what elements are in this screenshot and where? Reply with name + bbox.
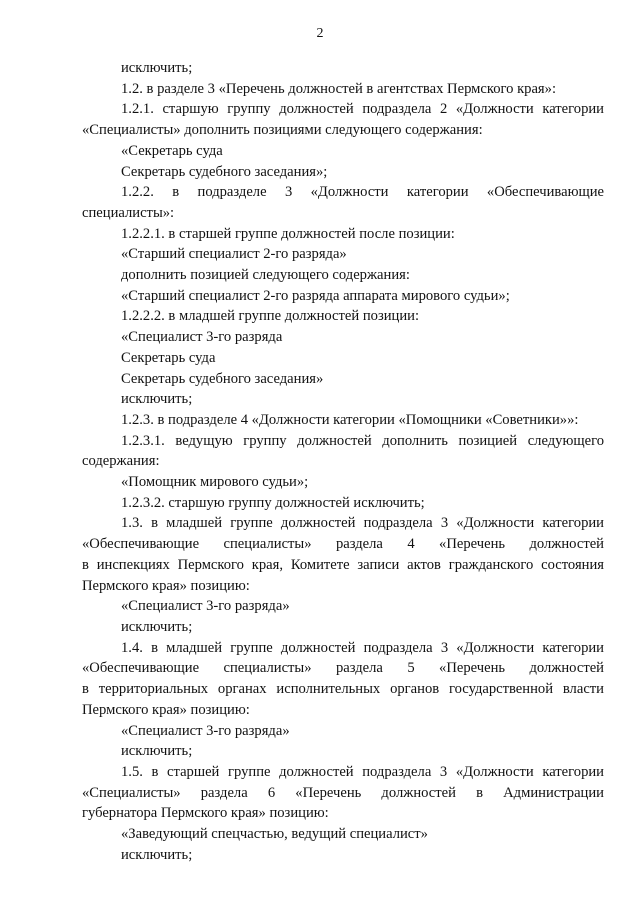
text-line: Пермского края» позицию: (82, 577, 250, 594)
text-line: «Специалисты» дополнить позициями следующего содержания: (82, 122, 483, 139)
text-line: 1.2.2.2. в младшей группе должностей позиции: (121, 308, 420, 325)
document-body (82, 58, 604, 865)
text-line: исключить; (121, 391, 193, 408)
text-line: 1.2.3.2. старшую группу должностей исключить; (121, 494, 425, 511)
text-line: «Помощник мирового судьи»; (121, 474, 309, 491)
text-line: «Заведующий спецчастью, ведущий специалист» (121, 826, 428, 843)
page-number: 2 (316, 26, 324, 41)
text-line: «Обеспечивающие специалисты» раздела 4 «Перечень должностей (82, 536, 604, 553)
text-line: «Специалист 3-го разряда» (121, 598, 290, 615)
text-line: «Секретарь суда (121, 142, 223, 159)
text-line: исключить; (121, 60, 193, 76)
text-line: Секретарь суда (121, 349, 216, 366)
text-line: в территориальных органах исполнительных органов государственной власти (82, 681, 604, 698)
text-line: «Специалисты» раздела 6 «Перечень должностей в Администрации (82, 784, 604, 801)
text-line: содержания: (82, 453, 160, 470)
text-line: «Специалист 3-го разряда» (121, 722, 290, 739)
text-line: Секретарь судебного заседания» (121, 370, 324, 387)
text-line: 1.2.1. старшую группу должностей подраздела 2 «Должности категории (121, 101, 604, 118)
text-line: «Старший специалист 2-го разряда аппарата мирового судьи»; (121, 287, 510, 304)
text-line: в инспекциях Пермского края, Комитете записи актов гражданского состояния (82, 556, 604, 573)
text-line: 1.2.2. в подразделе 3 «Должности категории «Обеспечивающие (121, 184, 604, 201)
text-line: 1.3. в младшей группе должностей подраздела 3 «Должности категории (121, 515, 604, 532)
text-line: Пермского края» позицию: (82, 701, 250, 718)
text-line: исключить; (121, 743, 193, 760)
text-line: 1.2.3. в подразделе 4 «Должности категории «Помощники «Советники»»: (121, 411, 579, 428)
text-line: 1.4. в младшей группе должностей подраздела 3 «Должности категории (121, 639, 604, 656)
text-line: 1.2.3.1. ведущую группу должностей дополнить позицией следующего (121, 432, 604, 449)
text-line: «Старший специалист 2-го разряда» (121, 246, 347, 263)
text-line: «Специалист 3-го разряда (121, 329, 283, 346)
text-line: специалисты»: (82, 204, 175, 221)
text-line: дополнить позицией следующего содержания: (121, 267, 410, 284)
text-line: 1.5. в старшей группе должностей подраздела 3 «Должности категории (121, 763, 604, 780)
text-line: 1.2.2.1. в старшей группе должностей после позиции: (121, 225, 455, 242)
text-line: исключить; (121, 618, 193, 635)
text-line: 1.2. в разделе 3 «Перечень должностей в агентствах Пермского края»: (121, 80, 556, 97)
text-line: Секретарь судебного заседания»; (121, 163, 328, 180)
text-line: губернатора Пермского края» позицию: (82, 805, 329, 822)
text-line: «Обеспечивающие специалисты» раздела 5 «Перечень должностей (82, 660, 604, 677)
text-line: исключить; (121, 846, 193, 863)
